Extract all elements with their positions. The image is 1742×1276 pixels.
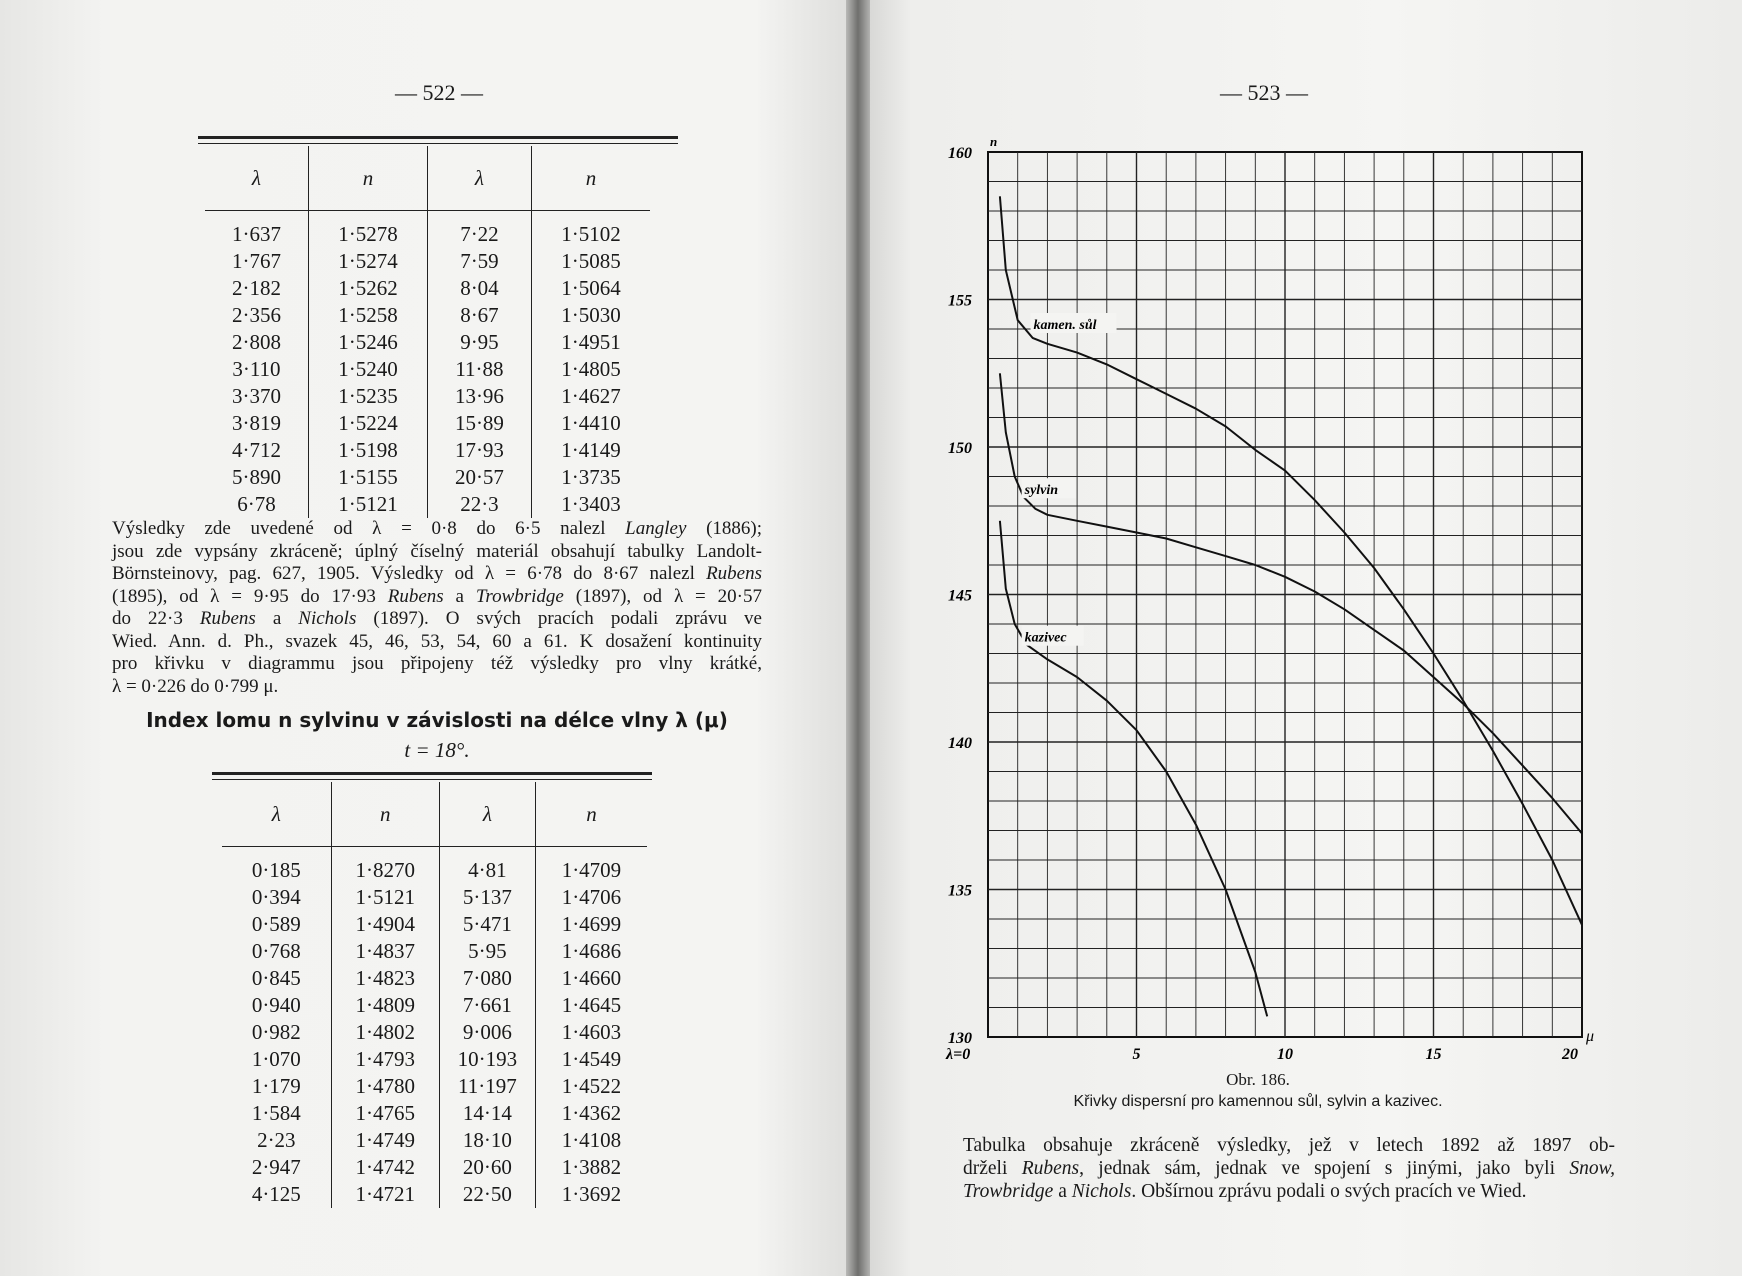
table-cell: 1·179: [222, 1073, 331, 1100]
table-cell: 1·5155: [308, 464, 427, 491]
table-row: [222, 884, 647, 911]
text-line: pro křivku v diagrammu jsou připojeny též výsledky pro vlny krátké,: [112, 653, 762, 674]
book-gutter: [846, 0, 870, 1276]
table-cell: 1·4805: [561, 357, 621, 381]
table-cell: 11·197: [439, 1073, 535, 1100]
table-cell: 1·5258: [308, 302, 427, 329]
table-cell: 1·5246: [308, 329, 427, 356]
refraction-table-1: [205, 146, 650, 518]
table-cell: 1·5278: [308, 211, 427, 249]
table-row: [205, 356, 650, 383]
table-row: [222, 1046, 647, 1073]
table-row: [205, 410, 650, 437]
page-number: — 523 —: [1220, 80, 1308, 105]
table-cell: 0·589: [222, 911, 331, 938]
table-cell: 1·4549: [561, 1047, 622, 1071]
table-top-rule: [198, 136, 678, 139]
table-cell: 1·4522: [561, 1074, 622, 1098]
page-number: — 522 —: [395, 80, 483, 105]
table-cell: 7·661: [439, 992, 535, 1019]
table-cell: 1·3882: [561, 1155, 622, 1179]
series-line-sylvin: [1000, 373, 1582, 833]
column-header: n: [308, 146, 427, 211]
table-row: [205, 329, 650, 356]
sylvin-table: [222, 782, 647, 1208]
table-top-rule: [212, 772, 652, 775]
table-row: [205, 275, 650, 302]
axis-labels: [945, 134, 1594, 1063]
table-cell: 5·137: [439, 884, 535, 911]
y-tick-label: 130: [948, 1030, 972, 1047]
table-top-rule: [198, 143, 678, 144]
table-cell: 1·5064: [561, 276, 621, 300]
figure-number: Obr. 186.: [1226, 1070, 1290, 1089]
table-cell: 1·4660: [561, 966, 622, 990]
table-cell: 7·22: [427, 211, 531, 249]
table-cell: 2·356: [205, 302, 308, 329]
table-row: [222, 1181, 647, 1208]
table-cell: 8·67: [427, 302, 531, 329]
table-cell: 1·5085: [561, 249, 621, 273]
table-cell: 20·57: [427, 464, 531, 491]
table-row: [205, 248, 650, 275]
table-row: [222, 1019, 647, 1046]
table-cell: 1·4645: [561, 993, 622, 1017]
table-cell: 5·95: [439, 938, 535, 965]
table-cell: 0·940: [222, 992, 331, 1019]
table-heading: Index lomu n sylvinu v závislosti na délce vlny λ (μ): [146, 708, 728, 732]
table-cell: 2·947: [222, 1154, 331, 1181]
text-line: Börnsteinovy, pag. 627, 1905. Výsledky od λ = 6·78 do 8·67 nalezl Rubens: [112, 563, 762, 584]
table-cell: 1·4904: [331, 911, 439, 938]
table-cell: 22·50: [439, 1181, 535, 1208]
body-paragraph: [963, 1134, 1615, 1203]
column-header: λ: [222, 782, 331, 847]
table-cell: 0·982: [222, 1019, 331, 1046]
table-row: [222, 847, 647, 885]
series-label: kamen. sůl: [1033, 318, 1097, 333]
table-cell: 1·5274: [308, 248, 427, 275]
table-cell: 1·4802: [331, 1019, 439, 1046]
y-tick-label: 145: [948, 587, 972, 605]
table-row: [222, 938, 647, 965]
table-cell: 1·4627: [561, 384, 621, 408]
table-cell: 0·185: [222, 847, 331, 885]
table-cell: 18·10: [439, 1127, 535, 1154]
table-cell: 1·4686: [561, 939, 622, 963]
table-cell: 5·890: [205, 464, 308, 491]
table-cell: 1·637: [205, 211, 308, 249]
table-body: [222, 847, 647, 1209]
table-cell: 1·767: [205, 248, 308, 275]
y-axis-ticks: [948, 145, 972, 1047]
table-row: [205, 437, 650, 464]
y-tick-label: 155: [948, 292, 972, 310]
table-cell: 1·5240: [308, 356, 427, 383]
y-tick-label: 135: [948, 882, 972, 900]
x-tick-label: 10: [1277, 1046, 1293, 1063]
table-row: [222, 992, 647, 1019]
figure-caption: Křivky dispersní pro kamennou sůl, sylvin a kazivec.: [1073, 1093, 1443, 1110]
table-cell: 1·5121: [308, 491, 427, 518]
table-cell: 1·4780: [331, 1073, 439, 1100]
table-cell: 1·4108: [561, 1128, 622, 1152]
table-cell: 1·8270: [331, 847, 439, 885]
table-cell: 1·4362: [561, 1101, 622, 1125]
table-row: [222, 1100, 647, 1127]
table-row: [205, 302, 650, 329]
series-label: sylvin: [1024, 483, 1059, 499]
table-cell: 1·4823: [331, 965, 439, 992]
x-axis-unit-label: μ: [1586, 1028, 1595, 1045]
series-label: kazivec: [1024, 630, 1067, 646]
table-cell: 2·23: [222, 1127, 331, 1154]
table-cell: 7·59: [427, 248, 531, 275]
table-cell: 1·5030: [561, 303, 621, 327]
table-cell: 1·584: [222, 1100, 331, 1127]
right-page: [858, 0, 1742, 1276]
x-tick-label: 20: [1562, 1046, 1578, 1063]
table-row: [222, 911, 647, 938]
y-axis-label: n: [990, 134, 998, 149]
table-cell: 1·3692: [561, 1182, 622, 1206]
table-cell: 10·193: [439, 1046, 535, 1073]
table-cell: 8·04: [427, 275, 531, 302]
column-header: λ: [427, 146, 531, 211]
table-cell: 1·4765: [331, 1100, 439, 1127]
column-header: n: [531, 146, 650, 211]
table-cell: 1·4706: [561, 885, 622, 909]
text-line: Wied. Ann. d. Ph., svazek 45, 46, 53, 54, 60 a 61. K dosažení kontinuity: [112, 630, 762, 652]
table-cell: 1·3735: [561, 465, 621, 489]
table-body: [205, 211, 650, 519]
text-line: Trowbridge a Nichols. Obšírnou zprávu podali o svých pracích ve Wied.: [963, 1181, 1527, 1202]
table-top-rule: [212, 779, 652, 780]
table-row: [222, 965, 647, 992]
table-row: [205, 211, 650, 249]
chart-grid: [988, 152, 1582, 1037]
table-cell: 1·070: [222, 1046, 331, 1073]
table-cell: 13·96: [427, 383, 531, 410]
table-row: [205, 464, 650, 491]
text-line: do 22·3 Rubens a Nichols (1897). O svých pracích podali zprávu ve: [112, 608, 762, 629]
y-tick-label: 140: [948, 735, 972, 752]
table-cell: 1·5262: [308, 275, 427, 302]
text-line: Tabulka obsahuje zkráceně výsledky, jež v letech 1892 až 1897 ob-: [963, 1135, 1615, 1156]
table-cell: 1·4721: [331, 1181, 439, 1208]
table-cell: 11·88: [427, 356, 531, 383]
table-cell: 20·60: [439, 1154, 535, 1181]
table-cell: 1·5235: [308, 383, 427, 410]
table-cell: 1·4410: [561, 411, 621, 435]
text-line: λ = 0·226 do 0·799 μ.: [112, 675, 279, 697]
table-cell: 1·4149: [561, 438, 621, 462]
table-cell: 1·5224: [308, 410, 427, 437]
table-cell: 3·370: [205, 383, 308, 410]
table-cell: 5·471: [439, 911, 535, 938]
dispersion-chart: [858, 0, 1742, 1090]
table-cell: 1·4699: [561, 912, 622, 936]
column-header: λ: [439, 782, 535, 847]
table-cell: 0·768: [222, 938, 331, 965]
table-cell: 1·5102: [561, 222, 621, 246]
table-subheading: t = 18°.: [404, 738, 470, 762]
x-tick-label: 5: [1132, 1046, 1141, 1063]
text-line: drželi Rubens, jednak sám, jednak ve spojení s jinými, jako byli Snow,: [963, 1158, 1615, 1179]
table-cell: 4·125: [222, 1181, 331, 1208]
table-cell: 14·14: [439, 1100, 535, 1127]
table-row: [205, 491, 650, 518]
left-page: [0, 0, 858, 1276]
table-cell: 7·080: [439, 965, 535, 992]
table-cell: 0·845: [222, 965, 331, 992]
table-cell: 9·95: [427, 329, 531, 356]
table-cell: 4·81: [439, 847, 535, 885]
text-line: Výsledky zde uvedené od λ = 0·8 do 6·5 nalezl Langley (1886);: [112, 518, 762, 539]
body-paragraph: [112, 518, 762, 698]
y-tick-label: 150: [948, 440, 972, 457]
text-line: jsou zde vypsány zkráceně; úplný číselný materiál obsahují tabulky Landolt-: [112, 540, 762, 562]
table-cell: 3·110: [205, 356, 308, 383]
table-cell: 1·4951: [561, 330, 621, 354]
table-cell: 1·4709: [561, 858, 622, 882]
table-cell: 1·5198: [308, 437, 427, 464]
table-cell: 3·819: [205, 410, 308, 437]
table-cell: 6·78: [205, 491, 308, 518]
table-cell: 1·4793: [331, 1046, 439, 1073]
column-header: n: [535, 782, 647, 847]
table-cell: 17·93: [427, 437, 531, 464]
table-row: [205, 383, 650, 410]
table-cell: 1·4742: [331, 1154, 439, 1181]
column-header: n: [331, 782, 439, 847]
table-cell: 22·3: [427, 491, 531, 518]
table-cell: 9·006: [439, 1019, 535, 1046]
table-cell: 1·3403: [561, 492, 621, 516]
table-cell: 2·182: [205, 275, 308, 302]
table-cell: 2·808: [205, 329, 308, 356]
table-cell: 1·4837: [331, 938, 439, 965]
text-line: (1895), od λ = 9·95 do 17·93 Rubens a Trowbridge (1897), od λ = 20·57: [112, 585, 762, 607]
series-line-kamensl: [1000, 196, 1582, 925]
y-tick-label: 160: [948, 145, 972, 162]
x-axis-ticks: [1133, 1046, 1579, 1063]
table-cell: 0·394: [222, 884, 331, 911]
table-cell: 1·4749: [331, 1127, 439, 1154]
table-cell: 4·712: [205, 437, 308, 464]
table-cell: 15·89: [427, 410, 531, 437]
table-row: [222, 1154, 647, 1181]
table-row: [222, 1127, 647, 1154]
table-cell: 1·5121: [331, 884, 439, 911]
x-tick-label: 15: [1425, 1046, 1442, 1063]
table-cell: 1·4603: [561, 1020, 622, 1044]
column-header: λ: [205, 146, 308, 211]
table-row: [222, 1073, 647, 1100]
x-axis-origin-label: λ=0: [946, 1046, 971, 1063]
table-cell: 1·4809: [331, 992, 439, 1019]
